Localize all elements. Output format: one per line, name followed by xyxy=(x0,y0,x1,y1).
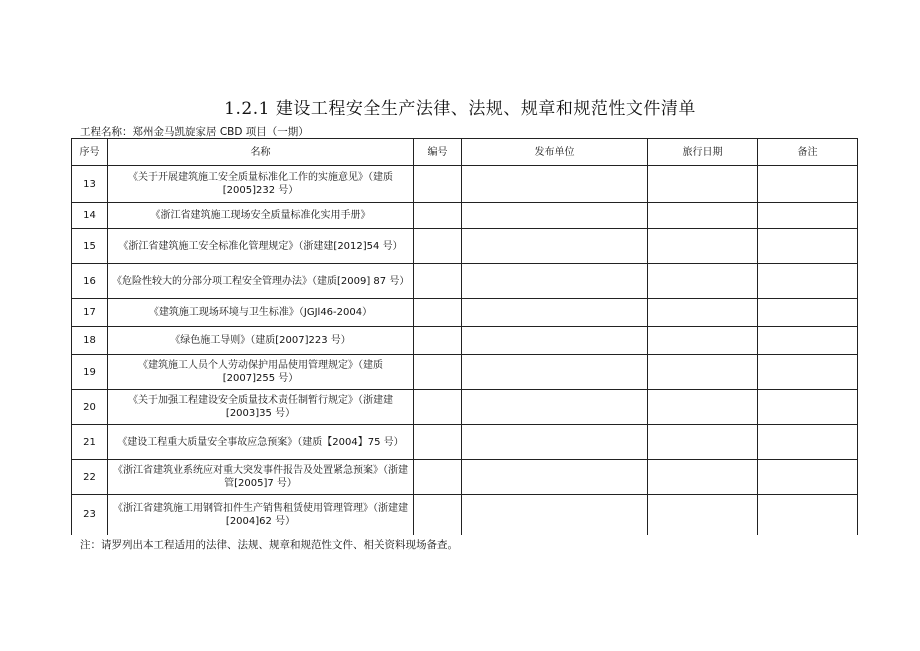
cell-name: 《危险性较大的分部分项工程安全管理办法》（建质[2009] 87 号） xyxy=(108,264,414,299)
cell-issuer xyxy=(462,355,648,390)
cell-serial-no: 16 xyxy=(72,264,108,299)
cell-code xyxy=(414,327,462,355)
cell-date xyxy=(648,327,758,355)
cell-serial-no: 18 xyxy=(72,327,108,355)
cell-serial-no: 19 xyxy=(72,355,108,390)
cell-name: 《浙江省建筑施工安全标准化管理规定》（浙建建[2012]54 号） xyxy=(108,229,414,264)
cell-serial-no: 23 xyxy=(72,495,108,535)
cell-issuer xyxy=(462,327,648,355)
table-row xyxy=(72,460,858,495)
cell-date xyxy=(648,229,758,264)
table-row xyxy=(72,264,858,299)
cell-code xyxy=(414,390,462,425)
cell-serial-no: 17 xyxy=(72,299,108,327)
table-row xyxy=(72,203,858,229)
cell-issuer xyxy=(462,460,648,495)
header-code: 编号 xyxy=(414,139,462,166)
table-row xyxy=(72,166,858,203)
table-row xyxy=(72,327,858,355)
cell-date xyxy=(648,460,758,495)
cell-code xyxy=(414,203,462,229)
document-title: 1.2.1 建设工程安全生产法律、法规、规章和规范性文件清单 xyxy=(224,99,696,119)
cell-date xyxy=(648,203,758,229)
project-name-label: 工程名称：郑州金马凯旋家居 CBD 项目（一期） xyxy=(80,126,309,138)
cell-remark xyxy=(758,166,858,203)
cell-code xyxy=(414,166,462,203)
cell-name: 《浙江省建筑业系统应对重大突发事件报告及处置紧急预案》（浙建管[2005]7 号） xyxy=(108,460,414,495)
cell-serial-no: 21 xyxy=(72,425,108,460)
cell-serial-no: 13 xyxy=(72,166,108,203)
table-row xyxy=(72,355,858,390)
cell-remark xyxy=(758,229,858,264)
cell-remark xyxy=(758,495,858,535)
header-name: 名称 xyxy=(108,139,414,166)
cell-name: 《绿色施工导则》（建质[2007]223 号） xyxy=(108,327,414,355)
cell-issuer xyxy=(462,166,648,203)
cell-code xyxy=(414,425,462,460)
cell-date xyxy=(648,166,758,203)
header-date: 旅行日期 xyxy=(648,139,758,166)
cell-name: 《关于加强工程建设安全质量技术责任制暂行规定》（浙建建[2003]35 号） xyxy=(108,390,414,425)
cell-name: 《建筑施工人员个人劳动保护用品使用管理规定》（建质[2007]255 号） xyxy=(108,355,414,390)
footnote: 注：请罗列出本工程适用的法律、法规、规章和规范性文件、相关资料现场备查。 xyxy=(80,539,458,551)
cell-code xyxy=(414,460,462,495)
cell-name: 《建筑施工现场环境与卫生标准》（JGJl46-2004） xyxy=(108,299,414,327)
table-row xyxy=(72,299,858,327)
cell-remark xyxy=(758,299,858,327)
header-serial-no: 序号 xyxy=(72,139,108,166)
cell-serial-no: 22 xyxy=(72,460,108,495)
cell-remark xyxy=(758,327,858,355)
cell-name: 《浙江省建筑施工用钢管扣件生产销售租赁使用管理管理》（浙建建[2004]62 号） xyxy=(108,495,414,535)
cell-issuer xyxy=(462,264,648,299)
cell-remark xyxy=(758,355,858,390)
header-remark: 备注 xyxy=(758,139,858,166)
regulation-list-table xyxy=(71,138,858,535)
cell-issuer xyxy=(462,229,648,264)
cell-remark xyxy=(758,264,858,299)
cell-name: 《建设工程重大质量安全事故应急预案》（建质【2004】75 号） xyxy=(108,425,414,460)
cell-name: 《关于开展建筑施工安全质量标准化工作的实施意见》（建质[2005]232 号） xyxy=(108,166,414,203)
cell-code xyxy=(414,264,462,299)
cell-name: 《浙江省建筑施工现场安全质量标准化实用手册》 xyxy=(108,203,414,229)
cell-serial-no: 20 xyxy=(72,390,108,425)
table-row xyxy=(72,390,858,425)
table-row xyxy=(72,229,858,264)
header-issuer: 发布单位 xyxy=(462,139,648,166)
cell-date xyxy=(648,425,758,460)
cell-issuer xyxy=(462,390,648,425)
cell-date xyxy=(648,299,758,327)
cell-serial-no: 15 xyxy=(72,229,108,264)
cell-issuer xyxy=(462,299,648,327)
cell-remark xyxy=(758,460,858,495)
cell-remark xyxy=(758,425,858,460)
cell-serial-no: 14 xyxy=(72,203,108,229)
cell-code xyxy=(414,495,462,535)
cell-code xyxy=(414,355,462,390)
cell-remark xyxy=(758,390,858,425)
cell-code xyxy=(414,229,462,264)
cell-issuer xyxy=(462,203,648,229)
cell-date xyxy=(648,390,758,425)
cell-code xyxy=(414,299,462,327)
table-row xyxy=(72,425,858,460)
table-header-row xyxy=(72,139,858,166)
cell-issuer xyxy=(462,495,648,535)
cell-issuer xyxy=(462,425,648,460)
cell-date xyxy=(648,355,758,390)
cell-date xyxy=(648,264,758,299)
cell-date xyxy=(648,495,758,535)
cell-remark xyxy=(758,203,858,229)
table-row xyxy=(72,495,858,535)
